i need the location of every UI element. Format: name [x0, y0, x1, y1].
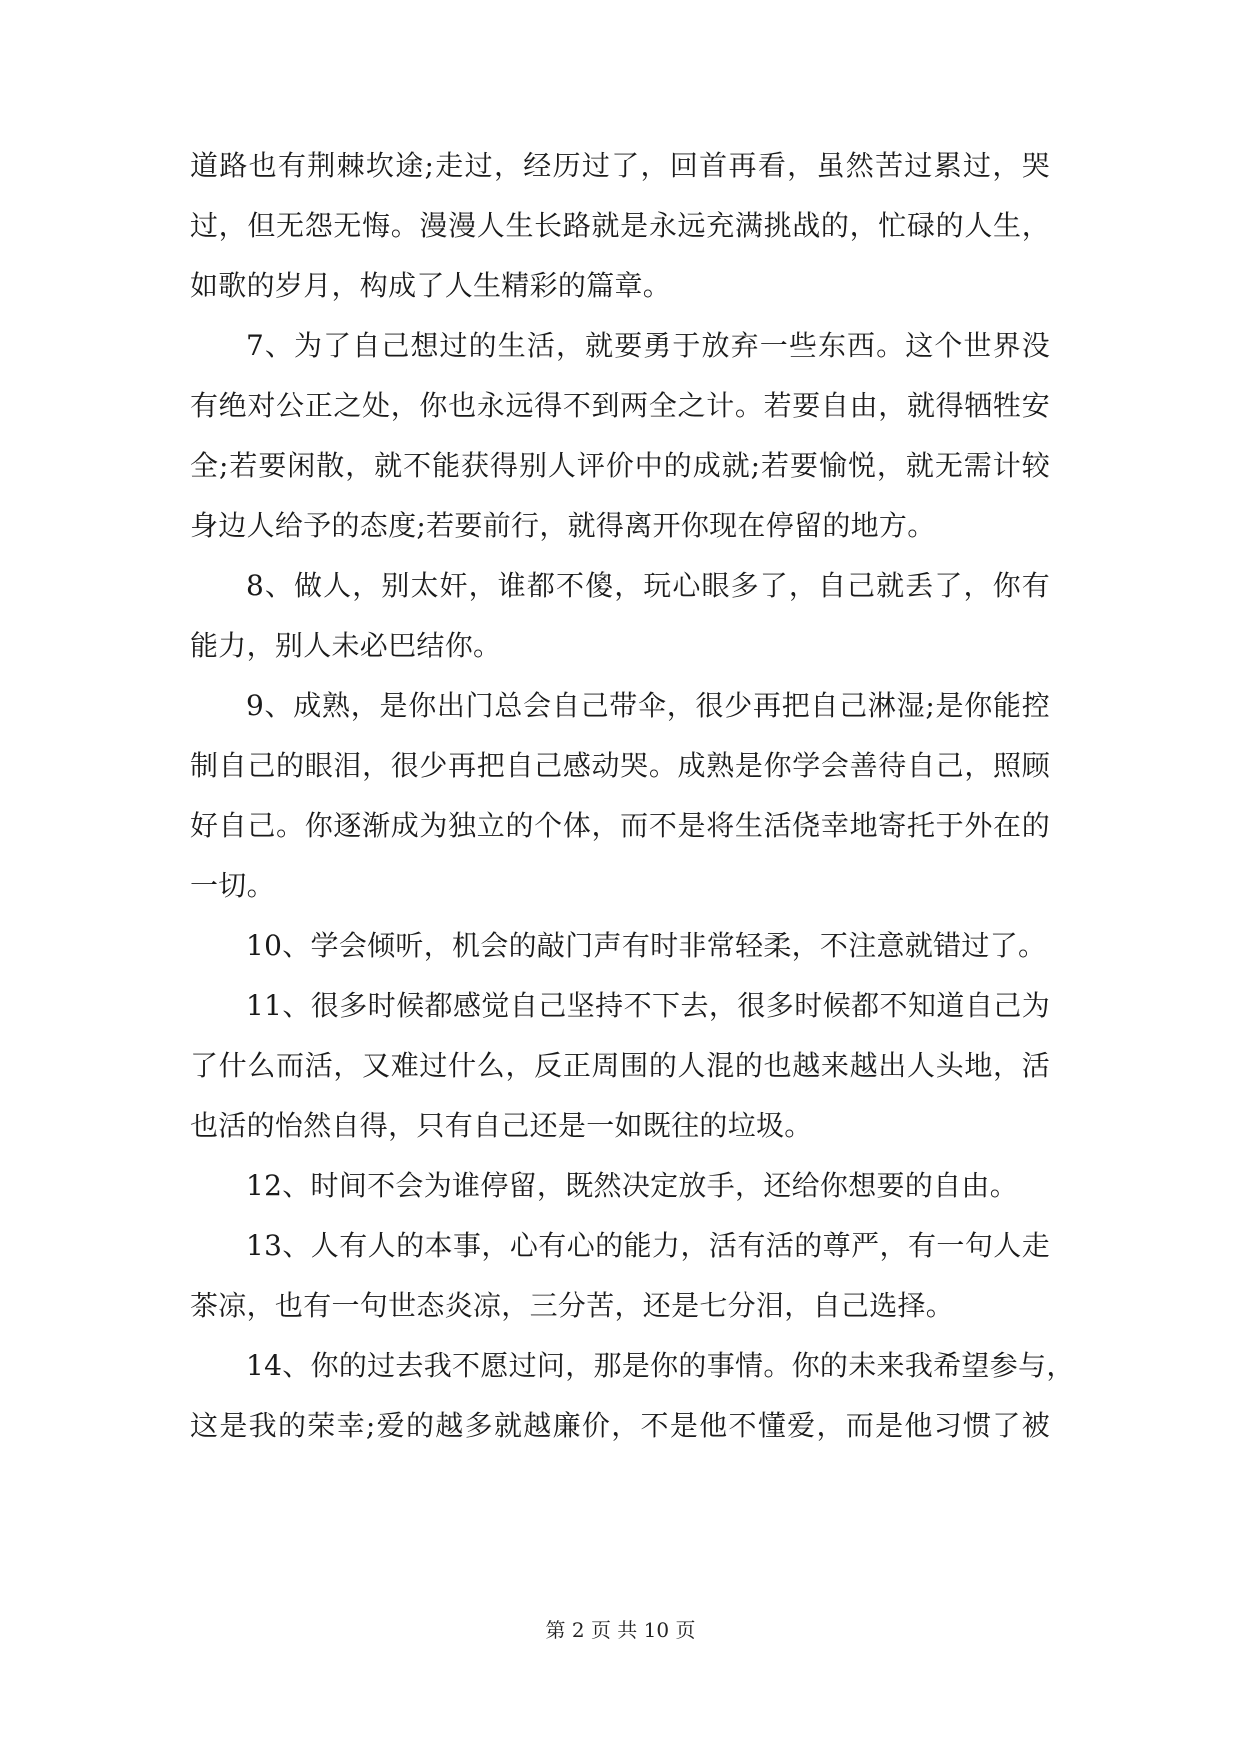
page-number-footer: 第 2 页 共 10 页 [545, 1618, 696, 1642]
paragraph-line: 这是我的荣幸;爱的越多就越廉价，不是他不懂爱，而是他习惯了被 [190, 1409, 1050, 1442]
paragraph-line: 11、很多时候都感觉自己坚持不下去，很多时候都不知道自己为 [246, 989, 1050, 1022]
paragraph-line: 10、学会倾听，机会的敲门声有时非常轻柔，不注意就错过了。 [246, 929, 1047, 962]
paragraph-line: 好自己。你逐渐成为独立的个体，而不是将生活侥幸地寄托于外在的 [190, 809, 1050, 842]
paragraph-line: 制自己的眼泪，很少再把自己感动哭。成熟是你学会善待自己，照顾 [190, 749, 1050, 782]
paragraph-line: 7、为了自己想过的生活，就要勇于放弃一些东西。这个世界没 [246, 329, 1050, 362]
paragraph-line: 13、人有人的本事，心有心的能力，活有活的尊严，有一句人走 [246, 1229, 1050, 1262]
paragraph-line: 全;若要闲散，就不能获得别人评价中的成就;若要愉悦，就无需计较 [190, 449, 1050, 482]
paragraph-line: 道路也有荆棘坎途;走过，经历过了，回首再看，虽然苦过累过，哭 [190, 149, 1050, 182]
paragraph-line: 8、做人，别太奸，谁都不傻，玩心眼多了，自己就丢了，你有 [246, 569, 1050, 602]
paragraph-line: 身边人给予的态度;若要前行，就得离开你现在停留的地方。 [190, 509, 936, 542]
paragraph-line: 能力，别人未必巴结你。 [190, 629, 502, 662]
paragraph-line: 12、时间不会为谁停留，既然决定放手，还给你想要的自由。 [246, 1169, 1019, 1202]
paragraph-line: 也活的怡然自得，只有自己还是一如既往的垃圾。 [190, 1109, 813, 1142]
paragraph-line: 茶凉，也有一句世态炎凉，三分苦，还是七分泪，自己选择。 [190, 1289, 955, 1322]
paragraph-line: 14、你的过去我不愿过问，那是你的事情。你的未来我希望参与， [246, 1349, 1075, 1382]
paragraph-line: 如歌的岁月，构成了人生精彩的篇章。 [190, 269, 672, 302]
paragraph-line: 有绝对公正之处，你也永远得不到两全之计。若要自由，就得牺牲安 [190, 389, 1050, 422]
paragraph-line: 9、成熟，是你出门总会自己带伞，很少再把自己淋湿;是你能控 [246, 689, 1050, 722]
paragraph-line: 一切。 [190, 869, 275, 902]
paragraph-line: 过，但无怨无悔。漫漫人生长路就是永远充满挑战的，忙碌的人生， [190, 209, 1050, 242]
paragraph-line: 了什么而活，又难过什么，反正周围的人混的也越来越出人头地，活 [190, 1049, 1050, 1082]
